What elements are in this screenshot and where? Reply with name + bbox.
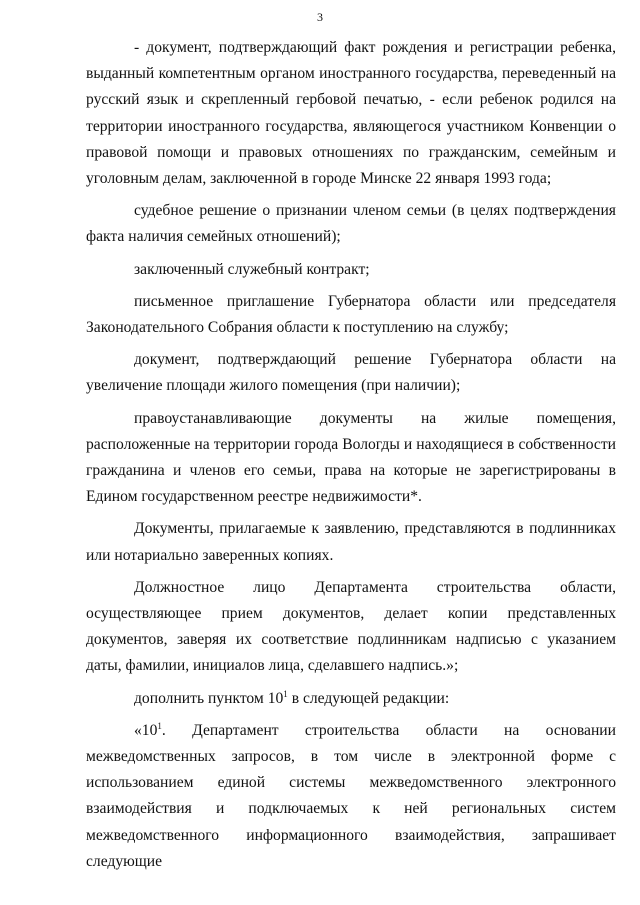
paragraph-item-10-1: [86, 718, 616, 875]
paragraph-governor-decision: документ, подтверждающий решение Губернатора области на увеличение площади жилого помещения (при наличии);: [86, 351, 616, 395]
paragraph-official-copies: Должностное лицо Департамента строительства области, осуществляющее прием документов, делает копии представленных документов, заверяя их соответствие подлинникам надписью с указанием даты, фамилии, инициалов лица, сделавшего надпись.»;: [86, 578, 616, 675]
amendment-text-end: в следующей редакции:: [287, 689, 450, 707]
page-number: 3: [317, 10, 323, 24]
paragraph-court-decision: судебное решение о признании членом семьи (в целях подтверждения факта наличия семейных отношений);: [86, 202, 616, 246]
item-text: . Департамент строительства области на основании межведомственных запросов, в том числе в электронной форме с использованием единой системы межведомственного электронного взаимодействия и подключаемых к ней региональных систем межведомственного информационного взаимодействия, запрашивает следующие: [86, 721, 616, 870]
amendment-text: дополнить пунктом 10: [134, 689, 284, 707]
paragraph-service-contract: заключенный служебный контракт;: [134, 260, 370, 278]
paragraph-birth-document: - документ, подтверждающий факт рождения и регистрации ребенка, выданный компетентным органом иностранного государства, переведенный на русский язык и скрепленный гербовой печатью, - если ребенок родился на территории иностранного государства, являющегося участником Конвенции о правовой помощи и правовых отношениях по гражданским, семейным и уголовным делам, заключенной в городе Минске 22 января 1993 года;: [86, 39, 616, 188]
item-superscript: 1: [157, 720, 162, 731]
amendment-superscript: 1: [283, 688, 288, 699]
item-number: «10: [134, 721, 158, 739]
paragraph-amendment: [86, 686, 616, 712]
paragraph-written-invitation: письменное приглашение Губернатора области или председателя Законодательного Собрания области к поступлению на службу;: [86, 292, 616, 337]
document-body: [86, 35, 616, 875]
paragraph-originals: Документы, прилагаемые к заявлению, представляются в подлинниках или нотариально заверенных копиях.: [86, 520, 616, 564]
paragraph-title-documents: правоустанавливающие документы на жилые помещения, расположенные на территории города Вологды и находящиеся в собственности гражданина и членов его семьи, права на которые не зарегистрированы в Едином государственном реестре недвижимости*.: [86, 409, 616, 506]
